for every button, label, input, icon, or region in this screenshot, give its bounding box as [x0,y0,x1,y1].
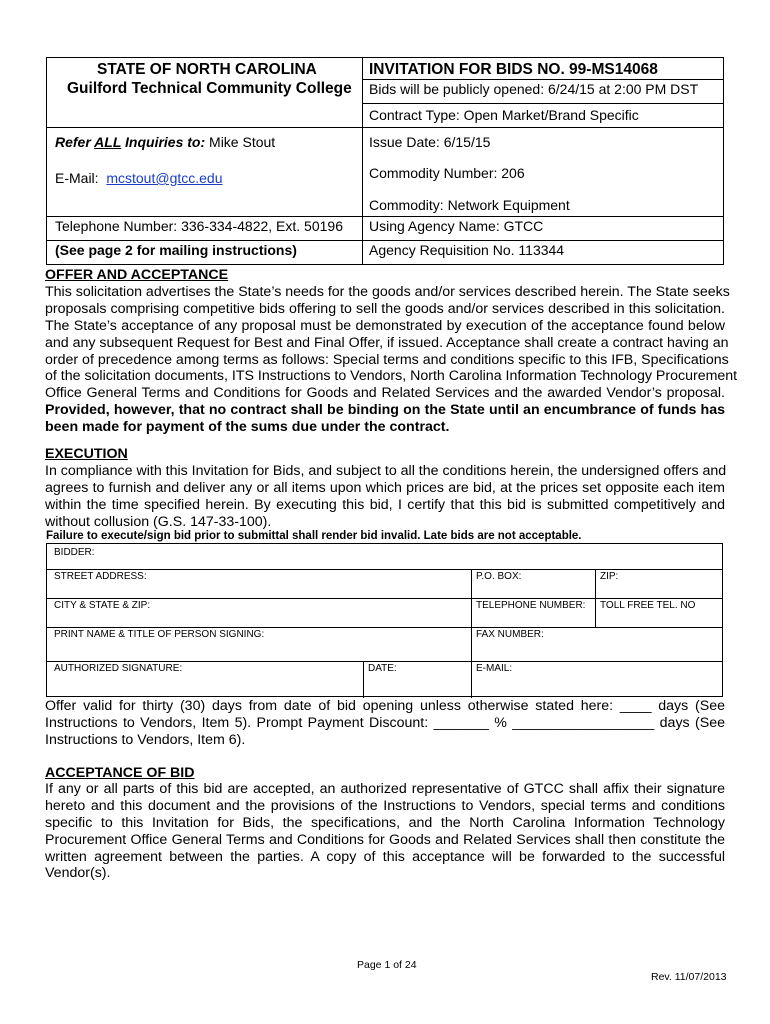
header-rule [47,240,723,241]
form-rule [47,661,722,662]
mailing-note: (See page 2 for mailing instructions) [55,242,297,258]
offer-paragraph [45,284,738,436]
inquiries-line [55,134,275,150]
header-rule [362,79,723,80]
header-rule [362,103,723,104]
offer-valid-line: Offer valid for thirty (30) days from date of bid opening unless otherwise stated here: ____ days (See [45,698,725,714]
toll-free-field[interactable]: TOLL FREE TEL. NO [600,600,696,611]
execution-line: agrees to furnish and deliver any or all items upon which prices are bid, at the prices set opposite each item [45,479,725,496]
execution-line: In compliance with this Invitation for Bids, and subject to all the conditions herein, the undersigned offers and [45,463,727,479]
email-field[interactable]: E-MAIL: [476,663,513,674]
po-box-field[interactable]: P.O. BOX: [476,571,522,582]
form-divider [595,569,596,627]
acceptance-paragraph [45,781,725,882]
offer-valid-line: Instructions to Vendors, Item 5). Prompt Payment Discount: _______ % __________________ days (See [45,714,725,731]
form-rule [47,569,722,570]
offer-line: proposals comprising competitive bids offering to sell the goods and/or services described in this solicitation. [45,300,725,317]
form-divider [471,569,472,698]
revision-date: Rev. 11/07/2013 [651,971,727,983]
offer-valid-line: Instructions to Vendors, Item 6). [45,731,246,748]
offer-valid-paragraph [45,698,725,749]
offer-line: The State’s acceptance of any proposal must be demonstrated by execution of the acceptance found below [45,317,725,334]
form-rule [47,627,722,628]
offer-line: This solicitation advertises the State’s needs for the goods and/or services described herein. The State seeks [45,284,730,300]
acceptance-line: Vendor(s). [45,865,111,882]
header-divider [362,58,363,264]
ifb-title: INVITATION FOR BIDS NO. 99-MS14068 [369,61,658,78]
college-name: Guilford Technical Community College [67,80,352,97]
acceptance-heading: ACCEPTANCE OF BID [45,765,195,781]
form-rule [47,598,722,599]
offer-bold-line: Provided, however, that no contract shall be binding on the State until an encumbrance of funds has [45,402,725,419]
zip-field[interactable]: ZIP: [600,571,619,582]
offer-line: of the solicitation documents, ITS Instructions to Vendors, North Carolina Information Technology Procurement [45,368,738,385]
page-number: Page 1 of 24 [357,959,417,971]
email-line [55,170,223,186]
agency-name: Using Agency Name: GTCC [369,218,544,234]
inquiries-contact: Mike Stout [205,134,276,150]
header-rule [47,127,723,128]
header-table [46,57,724,265]
offer-bold-line: been made for payment of the sums due under the contract. [45,419,450,436]
offer-line: and any subsequent Request for Best and Final Offer, if issued. Acceptance shall create a contract having an [45,334,729,351]
execution-heading: EXECUTION [45,446,128,462]
bidder-field[interactable]: BIDDER: [54,547,95,558]
print-name-field[interactable]: PRINT NAME & TITLE OF PERSON SIGNING: [54,629,265,640]
telephone-number: Telephone Number: 336-334-4822, Ext. 50196 [55,218,343,234]
offer-line: Office General Terms and Conditions for Goods and Related Services and the awarded Vendor’s proposal. [45,385,725,402]
state-name: STATE OF NORTH CAROLINA [97,61,317,78]
header-rule [47,216,723,217]
email-link[interactable]: mcstout@gtcc.edu [106,170,223,186]
email-label: E-Mail: [55,170,99,186]
contract-type: Contract Type: Open Market/Brand Specific [369,107,639,123]
acceptance-line: specific to this Invitation for Bids, the specifications, and the North Carolina Information Technology [45,814,725,831]
fax-number-field[interactable]: FAX NUMBER: [476,629,544,640]
inquiries-label: Refer ALL Inquiries to: [55,134,206,150]
execution-paragraph [45,463,725,531]
late-bid-warning: Failure to execute/sign bid prior to submittal shall render bid invalid. Late bids are not acceptable. [46,530,582,542]
execution-line: within the time specified herein. By executing this bid, I certify that this bid is submitted competitively and [45,496,725,513]
commodity: Commodity: Network Equipment [369,197,570,213]
acceptance-line: If any or all parts of this bid are accepted, an authorized representative of GTCC shall affix their signature [45,781,725,797]
telephone-number-field[interactable]: TELEPHONE NUMBER: [476,600,586,611]
offer-line: order of precedence among terms as follows: Special terms and conditions specific to this IFB, Specifications [45,351,729,368]
requisition-number: Agency Requisition No. 113344 [369,242,565,258]
commodity-number: Commodity Number: 206 [369,165,525,181]
acceptance-line: Procurement Office General Terms and Conditions for Goods and Related Services shall then constitute the [45,831,725,848]
execution-line: without collusion (G.S. 147-33-100). [45,513,272,530]
signature-field[interactable]: AUTHORIZED SIGNATURE: [54,663,183,674]
date-field[interactable]: DATE: [368,663,397,674]
offer-heading: OFFER AND ACCEPTANCE [45,267,229,283]
acceptance-line: written agreement between the parties. A copy of this acceptance will be forwarded to the successful [45,848,725,865]
form-divider [363,661,364,698]
bidder-form [46,543,723,697]
street-address-field[interactable]: STREET ADDRESS: [54,571,147,582]
acceptance-line: hereto and this document and the provisions of the Instructions to Vendors, special terms and conditions [45,797,725,814]
city-state-zip-field[interactable]: CITY & STATE & ZIP: [54,600,151,611]
bid-opening: Bids will be publicly opened: 6/24/15 at 2:00 PM DST [369,81,699,97]
issue-date: Issue Date: 6/15/15 [369,134,491,150]
